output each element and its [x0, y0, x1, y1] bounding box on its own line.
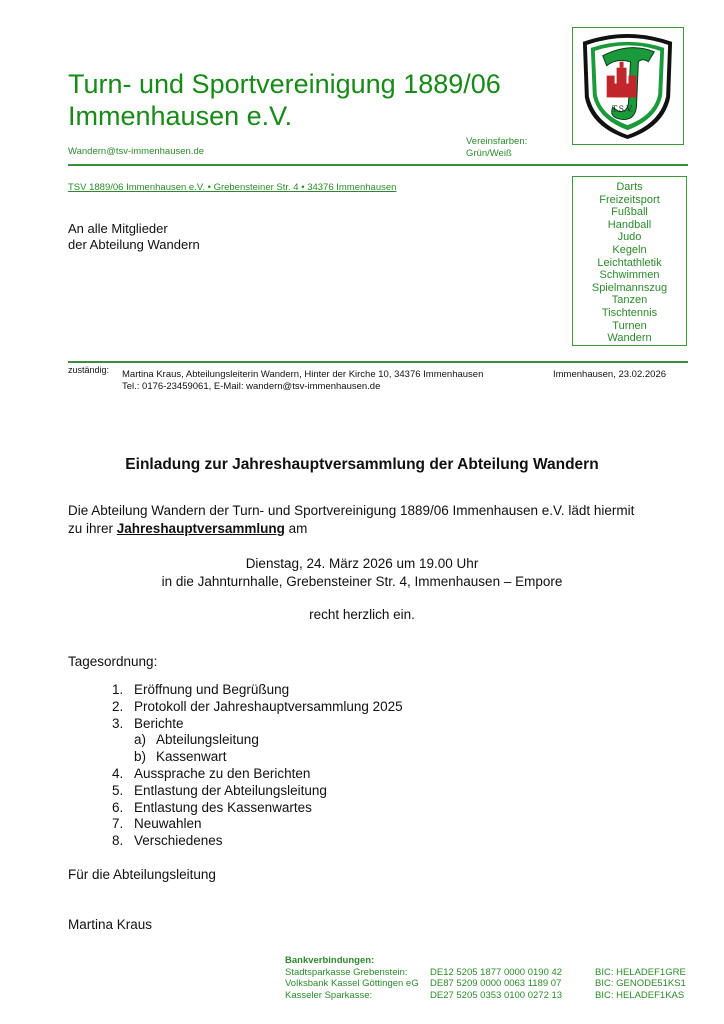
- responsible-divider: [68, 361, 688, 363]
- responsible-line2: Tel.: 0176-23459061, E-Mail: wandern@tsv-immenhausen.de: [122, 380, 381, 392]
- bank-iban: DE87 5209 0000 0063 1189 07: [430, 978, 562, 989]
- agenda-item-number: 2.: [112, 698, 124, 714]
- agenda-item-text: Eröffnung und Begrüßung: [134, 682, 290, 697]
- bank-title: Bankverbindungen:: [285, 955, 375, 966]
- agenda-item: [112, 766, 403, 783]
- departments-box: [572, 176, 687, 346]
- intro-line1: Die Abteilung Wandern der Turn- und Sportvereinigung 1889/06 Immenhausen e.V. lädt hiermit: [68, 503, 635, 518]
- closing-text: Für die Abteilungsleitung: [68, 867, 216, 882]
- agenda-item-number: 6.: [112, 799, 124, 815]
- department-item: Handball: [607, 218, 652, 231]
- sender-address-line: TSV 1889/06 Immenhausen e.V. • Grebensteiner Str. 4 • 34376 Immenhausen: [68, 182, 397, 193]
- club-logo: [572, 27, 684, 145]
- agenda-item: [112, 800, 403, 817]
- recipient-line1: An alle Mitglieder: [68, 221, 168, 236]
- department-item: Spielmannszug: [591, 281, 668, 294]
- recipient-block: [68, 221, 200, 253]
- agenda-item-text: Abteilungsleitung: [156, 732, 259, 748]
- welcome-text: recht herzlich ein.: [309, 607, 415, 622]
- bank-table: [285, 967, 686, 1002]
- agenda-item-text: Aussprache zu den Berichten: [134, 765, 311, 781]
- bank-iban: DE27 5205 0353 0100 0272 13: [430, 989, 563, 1001]
- bank-details: [285, 955, 686, 1001]
- department-item: Judo: [617, 231, 642, 244]
- org-title-line1: Turn- und Sportvereinigung 1889/06: [68, 69, 501, 99]
- bank-name: Volksbank Kassel Göttingen eG: [285, 978, 419, 989]
- agenda-item-number: 7.: [112, 816, 124, 832]
- department-item: Fußball: [611, 206, 648, 219]
- intro-line2: [68, 520, 708, 538]
- agenda-item-text: Berichte: [134, 715, 184, 731]
- club-colors-label: Vereinsfarben:: [466, 136, 528, 147]
- bank-name: Stadtsparkasse Grebenstein:: [285, 966, 408, 978]
- responsible-line1: Martina Kraus, Abteilungsleiterin Wandern, Hinter der Kirche 10, 34376 Immenhausen: [122, 369, 484, 380]
- header-divider: [68, 164, 688, 166]
- bank-bic: BIC: HELADEF1KAS: [595, 989, 685, 1001]
- agenda-item-text: Protokoll der Jahreshauptversammlung 2025: [134, 698, 403, 714]
- department-item: Darts: [616, 181, 643, 193]
- place-date: Immenhausen, 23.02.2026: [553, 369, 667, 380]
- letter-heading: Einladung zur Jahreshauptversammlung der Abteilung Wandern: [125, 456, 599, 473]
- intro-line2-bold: Jahreshauptversammlung: [116, 521, 285, 536]
- department-item: Wandern: [607, 332, 652, 345]
- agenda-item-text: Entlastung des Kassenwartes: [134, 799, 312, 815]
- agenda-item: [112, 783, 403, 800]
- meeting-date-time: Dienstag, 24. März 2026 um 19.00 Uhr: [245, 556, 479, 571]
- agenda-item-number: 1.: [112, 682, 124, 697]
- responsible-label: zuständig:: [68, 365, 110, 375]
- department-item: Turnen: [612, 319, 647, 332]
- intro-paragraph: [68, 502, 708, 538]
- agenda-item-number: 8.: [112, 833, 124, 849]
- department-item: Leichtathletik: [597, 256, 662, 269]
- bank-account-row: [285, 978, 686, 990]
- agenda-subitem: [112, 732, 403, 749]
- bank-bic: BIC: GENODE51KS1: [595, 978, 686, 989]
- bank-name: Kasseler Sparkasse:: [285, 989, 373, 1001]
- intro-line2-pre: zu ihrer: [68, 521, 117, 536]
- agenda-subitem: [112, 749, 403, 766]
- agenda-item-text: Verschiedenes: [134, 833, 223, 849]
- logo-text: T.S.V.: [611, 104, 634, 114]
- org-title-line2: Immenhausen e.V.: [68, 101, 293, 131]
- agenda-item-number: a): [134, 732, 147, 748]
- agenda-item-text: Neuwahlen: [134, 816, 202, 832]
- club-colors-value: Grün/Weiß: [466, 148, 512, 159]
- department-item: Kegeln: [612, 243, 647, 256]
- department-item: Tischtennis: [601, 306, 658, 319]
- department-item: Tanzen: [611, 294, 648, 307]
- bank-account-row: [285, 990, 686, 1002]
- shield-logo-icon: [573, 28, 682, 143]
- agenda-item: [112, 816, 403, 833]
- agenda-item: [112, 699, 403, 716]
- agenda-item: [112, 682, 403, 699]
- club-colors: [466, 136, 527, 160]
- agenda-item-text: Entlastung der Abteilungsleitung: [134, 782, 327, 798]
- agenda-item-number: 5.: [112, 782, 124, 798]
- intro-line2-post: am: [284, 521, 308, 536]
- agenda-item-number: 3.: [112, 715, 124, 731]
- agenda-list: [112, 682, 403, 850]
- meeting-venue: in die Jahnturnhalle, Grebensteiner Str. 4, Immenhausen – Empore: [161, 574, 563, 589]
- signature-name: Martina Kraus: [68, 917, 153, 932]
- department-item: Schwimmen: [599, 269, 660, 282]
- agenda-item: [112, 833, 403, 850]
- org-title: [68, 68, 501, 132]
- agenda-item-number: b): [134, 749, 147, 765]
- agenda-item: [112, 716, 403, 733]
- header-email-link[interactable]: Wandern@tsv-immenhausen.de: [68, 146, 205, 157]
- agenda-item-text: Kassenwart: [156, 749, 227, 765]
- department-item: Freizeitsport: [599, 193, 660, 206]
- agenda-title: Tagesordnung:: [68, 654, 158, 669]
- bank-iban: DE12 5205 1877 0000 0190 42: [430, 966, 563, 978]
- bank-account-row: [285, 967, 686, 979]
- responsible-contact: [122, 369, 483, 392]
- recipient-line2: der Abteilung Wandern: [68, 237, 200, 252]
- bank-bic: BIC: HELADEF1GRE: [595, 966, 686, 978]
- agenda-item-number: 4.: [112, 765, 124, 781]
